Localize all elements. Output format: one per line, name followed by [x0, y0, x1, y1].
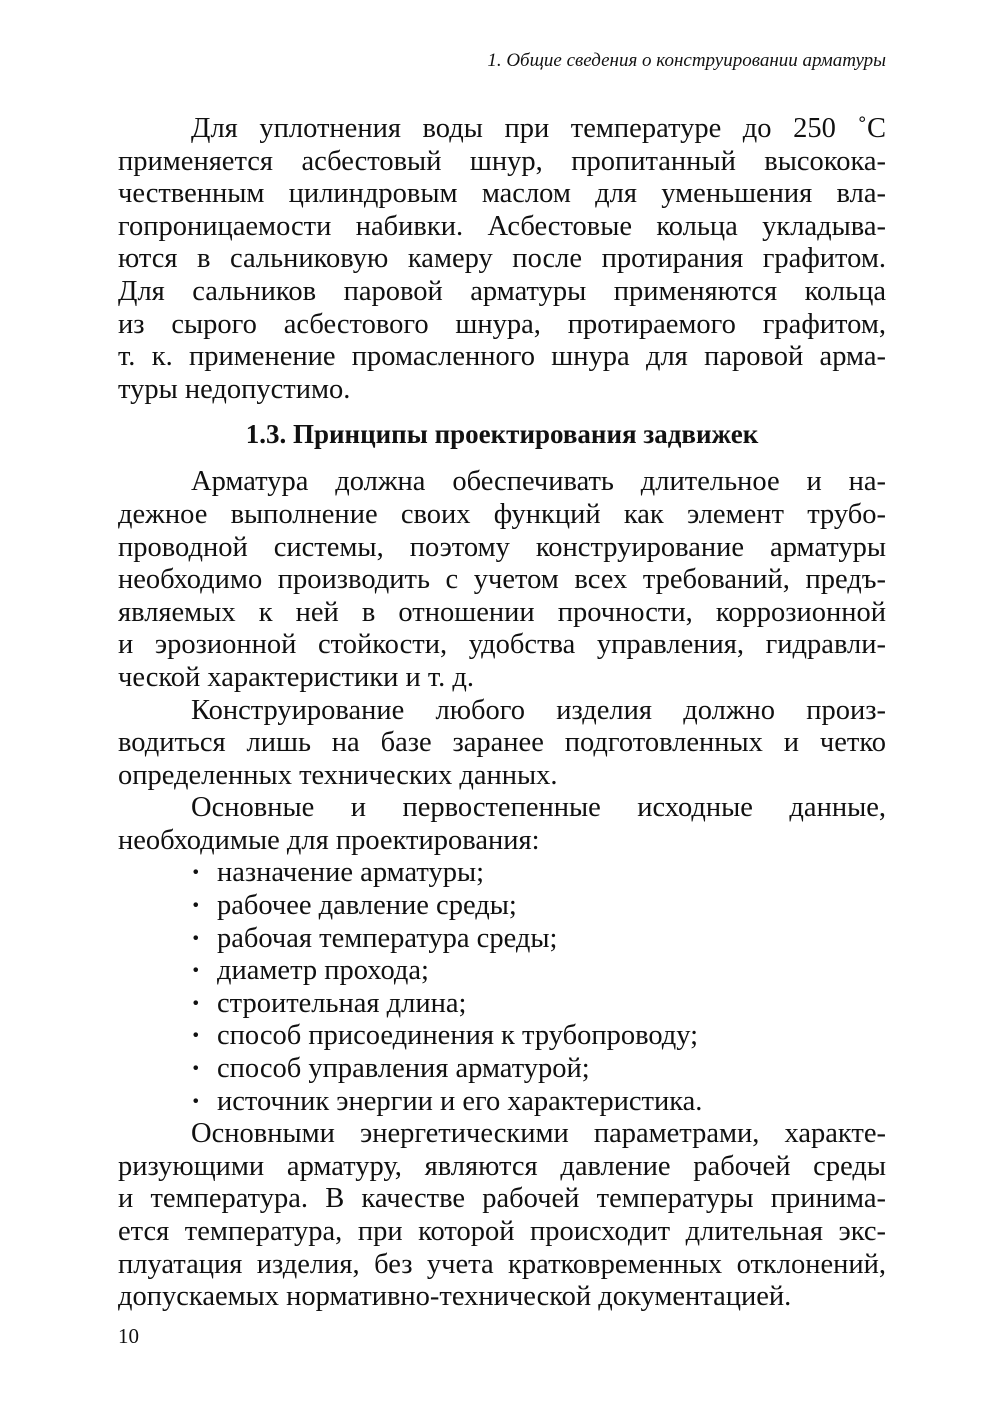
- section-heading: 1.3. Принципы проектирования задвижек: [245, 419, 759, 450]
- text-line: применяется асбестовый шнур, пропитанный высокока-: [118, 145, 886, 177]
- text-line: допускаемых нормативно-технической документацией.: [118, 1281, 792, 1313]
- text-line: ческой характеристики и т. д.: [118, 661, 475, 693]
- text-line: ется температура, при которой происходит длительная экс-: [118, 1216, 886, 1247]
- list-item-text: рабочая температура среды;: [217, 922, 558, 954]
- text-line: т. к. применение промасленного шнура для паровой арма-: [118, 341, 886, 373]
- list-item: [118, 955, 886, 988]
- text-line: чественным цилиндровым маслом для уменьшения вла-: [118, 178, 886, 210]
- list-item-text: диаметр прохода;: [217, 955, 429, 987]
- list-item-text: способ управления арматурой;: [217, 1053, 590, 1085]
- paragraph: [118, 695, 886, 793]
- text-line: водиться лишь на базе заранее подготовленных и четко: [118, 727, 886, 759]
- bullet-dot-icon: ·: [191, 987, 201, 1019]
- running-header: 1. Общие сведения о конструировании арматуры: [487, 50, 886, 71]
- list-item: [118, 1086, 886, 1119]
- list-item: [118, 857, 886, 890]
- list-item-text: рабочее давление среды;: [217, 890, 517, 922]
- text-line: Для сальников паровой арматуры применяются кольца: [118, 275, 886, 307]
- text-line: необходимые для проектирования:: [118, 824, 540, 856]
- text-line: и температура. В качестве рабочей температуры принима-: [118, 1183, 886, 1215]
- text-line: и эрозионной стойкости, удобства управления, гидравли-: [118, 629, 886, 661]
- bullet-dot-icon: ·: [191, 857, 201, 889]
- bullet-dot-icon: ·: [191, 922, 201, 954]
- text-line: из сырого асбестового шнура, протираемого графитом,: [118, 308, 886, 340]
- text-line: проводной системы, поэтому конструирование арматуры: [118, 531, 886, 563]
- list-item-text: строительная длина;: [217, 987, 467, 1019]
- text-line: туры недопустимо.: [118, 373, 351, 405]
- text-line: Основными энергетическими параметрами, характе-: [191, 1118, 886, 1150]
- paragraph: [118, 113, 886, 406]
- list-item: [118, 923, 886, 956]
- paragraph: [118, 466, 886, 694]
- list-item: [118, 1020, 886, 1053]
- bullet-dot-icon: ·: [191, 1085, 201, 1117]
- list-item-text: способ присоединения к трубопроводу;: [217, 1020, 699, 1052]
- list-item-text: источник энергии и его характеристика.: [217, 1085, 703, 1117]
- page-number: 10: [118, 1324, 139, 1348]
- text-line: Конструирование любого изделия должно произ-: [191, 694, 886, 726]
- text-line: являемых к ней в отношении прочности, коррозионной: [118, 596, 886, 628]
- text-line: ризующими арматуру, являются давление рабочей среды: [118, 1150, 886, 1182]
- requirements-list: [118, 857, 886, 1118]
- text-line: Для уплотнения воды при температуре до 250 ˚С: [191, 113, 886, 144]
- paragraph: [118, 792, 886, 857]
- text-line: Арматура должна обеспечивать длительное и на-: [191, 466, 886, 498]
- text-line: дежное выполнение своих функций как элемент трубо-: [118, 498, 886, 530]
- bullet-dot-icon: ·: [191, 955, 201, 987]
- text-line: определенных технических данных.: [118, 759, 558, 791]
- list-item: [118, 890, 886, 923]
- text-line: ются в сальниковую камеру после протирания графитом.: [118, 243, 886, 275]
- list-item: [118, 988, 886, 1021]
- bullet-dot-icon: ·: [191, 1053, 201, 1085]
- text-line: Основные и первостепенные исходные данные,: [191, 792, 886, 824]
- list-item: [118, 1053, 886, 1086]
- bullet-dot-icon: ·: [191, 890, 201, 922]
- list-item-text: назначение арматуры;: [217, 857, 485, 889]
- page-body: [118, 113, 886, 1314]
- bullet-dot-icon: ·: [191, 1020, 201, 1052]
- text-line: плуатация изделия, без учета кратковременных отклонений,: [118, 1248, 886, 1280]
- text-line: необходимо производить с учетом всех требований, предъ-: [118, 564, 886, 596]
- paragraph: [118, 1118, 886, 1314]
- text-line: гопроницаемости набивки. Асбестовые кольца укладыва-: [118, 210, 886, 242]
